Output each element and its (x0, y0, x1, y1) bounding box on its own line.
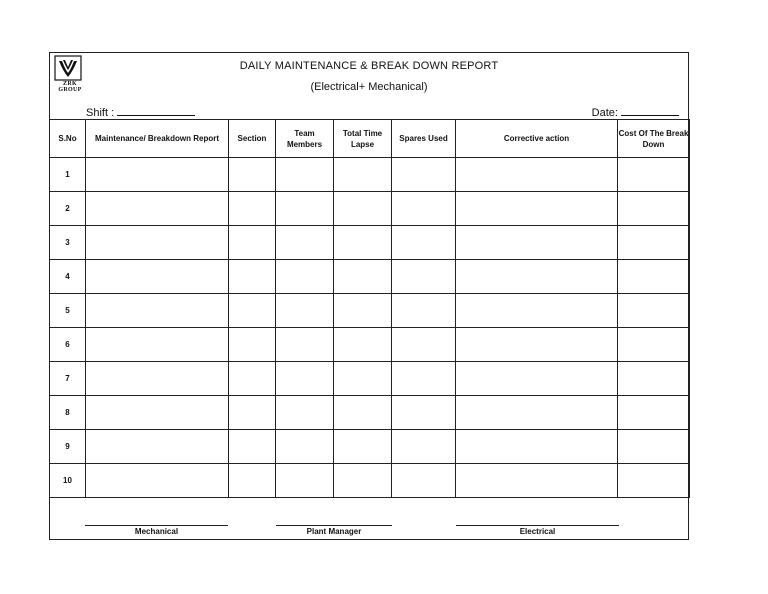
entry-cell[interactable] (276, 430, 334, 464)
entry-cell[interactable] (456, 260, 618, 294)
entry-cell[interactable] (456, 158, 618, 192)
entry-cell[interactable] (618, 158, 690, 192)
entry-cell[interactable] (276, 294, 334, 328)
entry-cell[interactable] (229, 396, 276, 430)
logo-text-line1: ZRK (63, 81, 77, 87)
entry-cell[interactable] (392, 158, 456, 192)
entry-cell[interactable] (276, 362, 334, 396)
entry-cell[interactable] (456, 226, 618, 260)
table-row (50, 158, 690, 192)
entry-cell[interactable] (334, 396, 392, 430)
signature-mechanical: Mechanical (85, 525, 228, 536)
serial-number-cell: 5 (50, 294, 86, 328)
entry-cell[interactable] (229, 362, 276, 396)
entry-cell[interactable] (86, 192, 229, 226)
table-row (50, 294, 690, 328)
entry-cell[interactable] (334, 158, 392, 192)
entry-cell[interactable] (86, 328, 229, 362)
entry-cell[interactable] (276, 260, 334, 294)
entry-cell[interactable] (456, 328, 618, 362)
entry-cell[interactable] (229, 294, 276, 328)
entry-cell[interactable] (276, 464, 334, 498)
entry-cell[interactable] (86, 158, 229, 192)
entry-cell[interactable] (392, 260, 456, 294)
column-header: Section (229, 120, 276, 158)
table-row (50, 192, 690, 226)
entry-cell[interactable] (229, 430, 276, 464)
entry-cell[interactable] (229, 260, 276, 294)
signature-plant-manager: Plant Manager (276, 525, 392, 536)
entry-cell[interactable] (618, 328, 690, 362)
entry-cell[interactable] (392, 192, 456, 226)
column-header: S.No (50, 120, 86, 158)
entry-cell[interactable] (618, 362, 690, 396)
entry-cell[interactable] (86, 226, 229, 260)
table-row (50, 328, 690, 362)
serial-number-cell: 7 (50, 362, 86, 396)
entry-cell[interactable] (334, 430, 392, 464)
serial-number-cell: 2 (50, 192, 86, 226)
entry-cell[interactable] (618, 294, 690, 328)
entry-cell[interactable] (456, 192, 618, 226)
entry-cell[interactable] (392, 430, 456, 464)
serial-number-cell: 8 (50, 396, 86, 430)
entry-cell[interactable] (86, 260, 229, 294)
serial-number-cell: 10 (50, 464, 86, 498)
entry-cell[interactable] (229, 158, 276, 192)
entry-cell[interactable] (392, 464, 456, 498)
shift-blank (117, 104, 195, 116)
column-header: Corrective action (456, 120, 618, 158)
signature-electrical: Electrical (456, 525, 619, 536)
entry-cell[interactable] (276, 396, 334, 430)
entry-cell[interactable] (334, 226, 392, 260)
table-header-row (50, 120, 690, 158)
table-row (50, 226, 690, 260)
entry-cell[interactable] (392, 226, 456, 260)
table-row (50, 430, 690, 464)
serial-number-cell: 9 (50, 430, 86, 464)
entry-cell[interactable] (334, 464, 392, 498)
entry-cell[interactable] (456, 294, 618, 328)
column-header: Maintenance/ Breakdown Report (86, 120, 229, 158)
column-header: Cost Of The Break Down (618, 120, 690, 158)
entry-cell[interactable] (618, 192, 690, 226)
shift-field (86, 104, 195, 119)
shift-label: Shift : (86, 107, 115, 119)
entry-cell[interactable] (456, 396, 618, 430)
entry-cell[interactable] (392, 396, 456, 430)
column-header: Team Members (276, 120, 334, 158)
entry-cell[interactable] (86, 294, 229, 328)
entry-cell[interactable] (86, 396, 229, 430)
entry-cell[interactable] (276, 328, 334, 362)
entry-cell[interactable] (618, 396, 690, 430)
entry-cell[interactable] (334, 192, 392, 226)
entry-cell[interactable] (334, 362, 392, 396)
column-header: Spares Used (392, 120, 456, 158)
report-title: DAILY MAINTENANCE & BREAK DOWN REPORT (239, 60, 499, 72)
date-field (592, 104, 679, 119)
entry-cell[interactable] (229, 464, 276, 498)
entry-cell[interactable] (456, 362, 618, 396)
serial-number-cell: 6 (50, 328, 86, 362)
table-row (50, 260, 690, 294)
table-row (50, 464, 690, 498)
entry-cell[interactable] (392, 362, 456, 396)
entry-cell[interactable] (456, 430, 618, 464)
entry-cell[interactable] (334, 328, 392, 362)
entry-cell[interactable] (392, 328, 456, 362)
entry-cell[interactable] (618, 430, 690, 464)
entry-cell[interactable] (334, 260, 392, 294)
report-subtitle: (Electrical+ Mechanical) (310, 81, 428, 93)
logo-text-line2: GROUP (58, 87, 82, 93)
table-row (50, 362, 690, 396)
date-blank (621, 104, 679, 116)
entry-cell[interactable] (618, 260, 690, 294)
entry-cell[interactable] (276, 192, 334, 226)
column-header: Total Time Lapse (334, 120, 392, 158)
entry-cell[interactable] (86, 430, 229, 464)
entry-cell[interactable] (229, 328, 276, 362)
entry-cell[interactable] (86, 362, 229, 396)
entry-cell[interactable] (392, 294, 456, 328)
entry-cell[interactable] (618, 464, 690, 498)
serial-number-cell: 4 (50, 260, 86, 294)
serial-number-cell: 1 (50, 158, 86, 192)
report-table (49, 119, 690, 498)
entry-cell[interactable] (276, 158, 334, 192)
table-row (50, 396, 690, 430)
entry-cell[interactable] (334, 294, 392, 328)
entry-cell[interactable] (86, 464, 229, 498)
date-label: Date: (591, 107, 618, 119)
entry-cell[interactable] (229, 192, 276, 226)
entry-cell[interactable] (456, 464, 618, 498)
entry-cell[interactable] (229, 226, 276, 260)
entry-cell[interactable] (276, 226, 334, 260)
report-sheet (49, 52, 689, 540)
entry-cell[interactable] (618, 226, 690, 260)
serial-number-cell: 3 (50, 226, 86, 260)
